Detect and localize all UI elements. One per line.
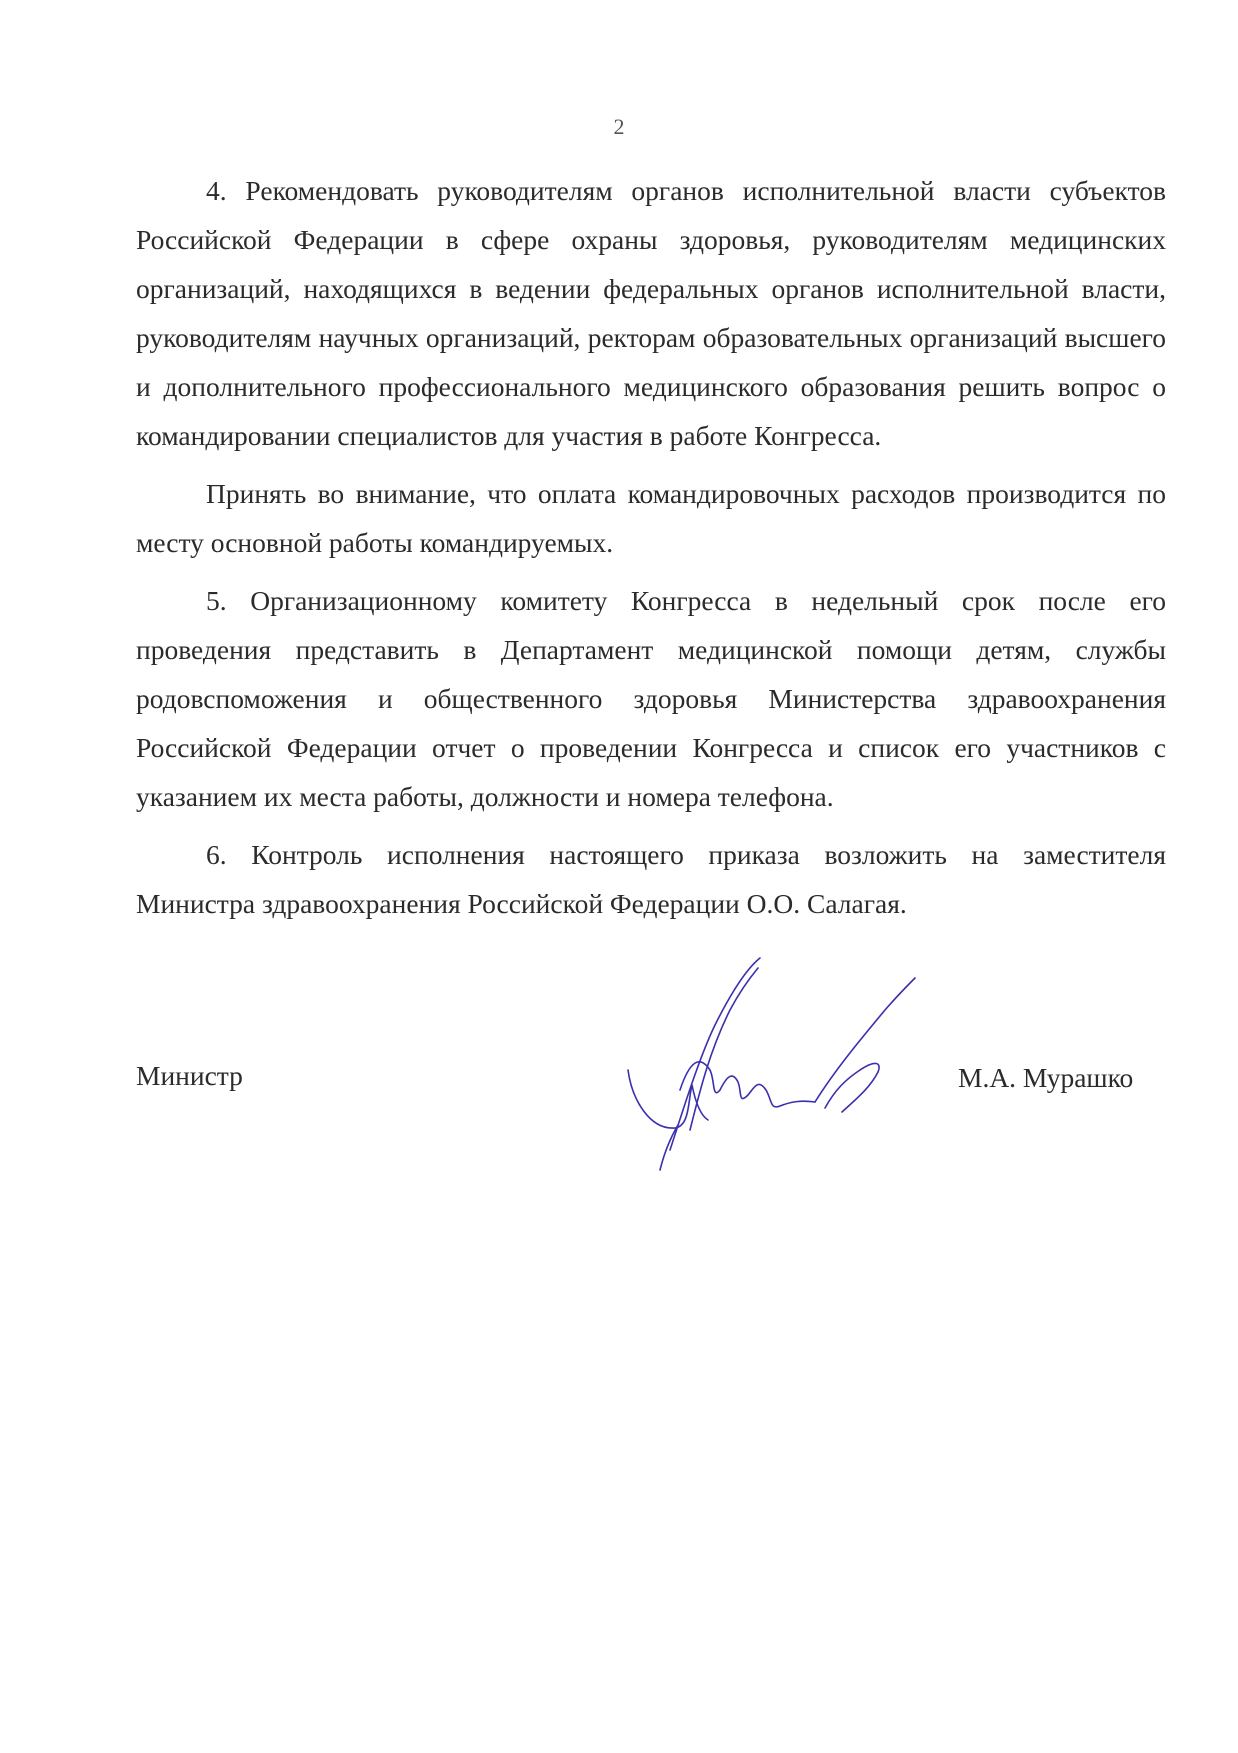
page-number: 2: [613, 114, 625, 139]
signature-block: [0, 950, 1238, 1180]
paragraph-item-6: 6. Контроль исполнения настоящего приказа возложить на заместителя Министра здравоохранения Российской Федерации О.О. Салагая.: [136, 839, 1166, 919]
paragraph-item-5: 5. Организационному комитету Конгресса в недельный срок после его проведения представить в Департамент медицинской помощи детям, службы родовспоможения и общественного здоровья Министерства здравоохранения Российской Федерации отчет о проведении Конгресса и список его участников с указанием их места работы, должности и номера телефона.: [136, 585, 1166, 812]
paragraph-travel-expenses: Принять во внимание, что оплата командировочных расходов производится по месту основной работы командируемых.: [136, 478, 1166, 558]
signer-name: М.А. Мурашко: [958, 1062, 1134, 1093]
document-body: [136, 166, 1166, 937]
handwritten-signature-icon: [620, 950, 940, 1180]
paragraph-item-4: 4. Рекомендовать руководителям органов исполнительной власти субъектов Российской Федерации в сфере охраны здоровья, руководителям медицинских организаций, находящихся в ведении федеральных органов исполнительной власти, руководителям научных организаций, ректорам образовательных организаций высшего и дополнительного профессионального медицинского образования решить вопрос о командировании специалистов для участия в работе Конгресса.: [136, 175, 1166, 451]
signer-position: Министр: [136, 1060, 243, 1091]
